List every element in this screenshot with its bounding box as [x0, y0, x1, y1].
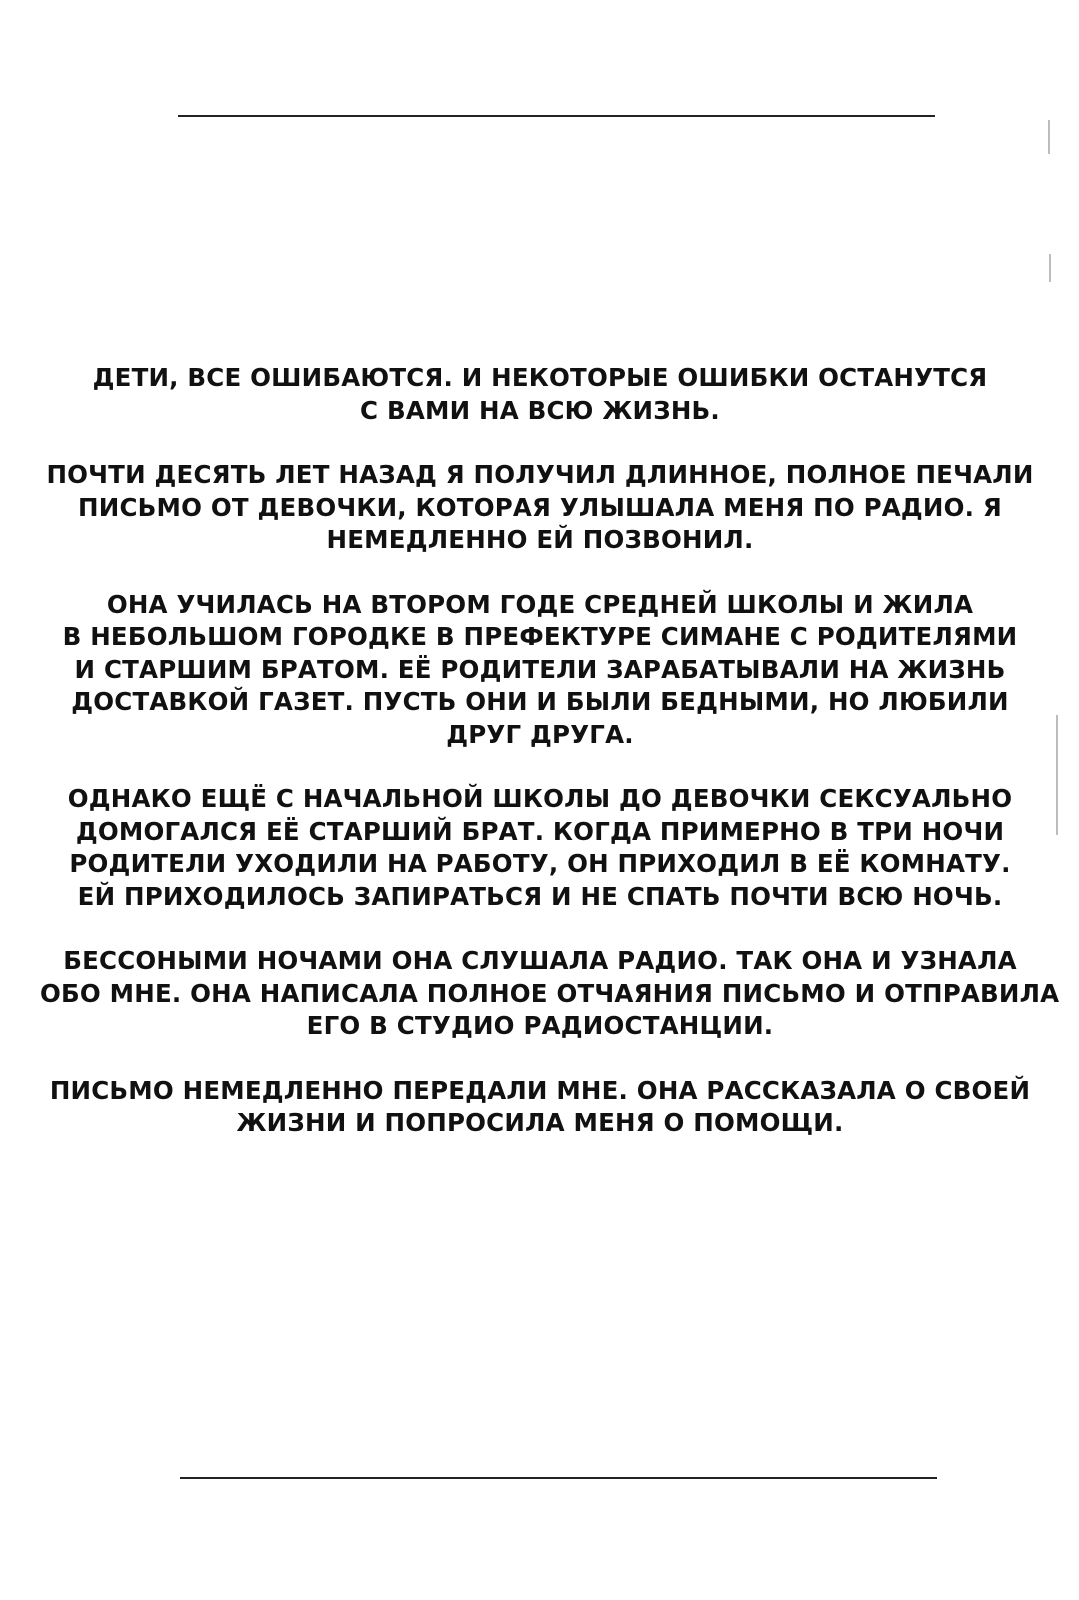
- text-line: В НЕБОЛЬШОМ ГОРОДКЕ В ПРЕФЕКТУРЕ СИМАНЕ С РОДИТЕЛЯМИ: [62, 622, 1018, 651]
- top-divider: [178, 115, 935, 117]
- scan-edge-mark: [1048, 120, 1050, 154]
- text-line: РОДИТЕЛИ УХОДИЛИ НА РАБОТУ, ОН ПРИХОДИЛ В ЕЁ КОМНАТУ.: [69, 849, 1011, 878]
- text-line: ПИСЬМО НЕМЕДЛЕННО ПЕРЕДАЛИ МНЕ. ОНА РАССКАЗАЛА О СВОЕЙ: [49, 1075, 1031, 1105]
- bottom-divider: [180, 1477, 937, 1479]
- text-line: ОНА УЧИЛАСЬ НА ВТОРОМ ГОДЕ СРЕДНЕЙ ШКОЛЫ И ЖИЛА: [106, 589, 974, 619]
- text-line: ПИСЬМО ОТ ДЕВОЧКИ, КОТОРАЯ УЛЫШАЛА МЕНЯ ПО РАДИО. Я: [78, 492, 1002, 522]
- text-line: ОДНАКО ЕЩЁ С НАЧАЛЬНОЙ ШКОЛЫ ДО ДЕВОЧКИ СЕКСУАЛЬНО: [67, 784, 1013, 813]
- text-line: ДЕТИ, ВСЕ ОШИБАЮТСЯ. И НЕКОТОРЫЕ ОШИБКИ ОСТАНУТСЯ: [92, 363, 988, 392]
- paragraph-1: [40, 362, 1040, 427]
- text-line: ДОМОГАЛСЯ ЕЁ СТАРШИЙ БРАТ. КОГДА ПРИМЕРНО В ТРИ НОЧИ: [75, 816, 1005, 846]
- paragraph-4: [40, 783, 1040, 913]
- scan-edge-mark: [1056, 715, 1058, 835]
- text-line: И СТАРШИМ БРАТОМ. ЕЁ РОДИТЕЛИ ЗАРАБАТЫВАЛИ НА ЖИЗНЬ: [74, 654, 1006, 684]
- text-line: ДОСТАВКОЙ ГАЗЕТ. ПУСТЬ ОНИ И БЫЛИ БЕДНЫМИ, НО ЛЮБИЛИ: [71, 687, 1009, 716]
- text-line: С ВАМИ НА ВСЮ ЖИЗНЬ.: [360, 395, 720, 425]
- paragraph-2: [40, 459, 1040, 557]
- paragraph-3: [40, 589, 1040, 752]
- paragraph-6: [40, 1075, 1040, 1140]
- scan-edge-mark: [1049, 254, 1051, 282]
- text-line: ПОЧТИ ДЕСЯТЬ ЛЕТ НАЗАД Я ПОЛУЧИЛ ДЛИННОЕ, ПОЛНОЕ ПЕЧАЛИ: [46, 460, 1034, 489]
- text-line: НЕМЕДЛЕННО ЕЙ ПОЗВОНИЛ.: [326, 525, 754, 554]
- text-line: ОБО МНЕ. ОНА НАПИСАЛА ПОЛНОЕ ОТЧАЯНИЯ ПИСЬМО И ОТПРАВИЛА: [40, 978, 1060, 1008]
- text-line: БЕССОНЫМИ НОЧАМИ ОНА СЛУШАЛА РАДИО. ТАК ОНА И УЗНАЛА: [63, 946, 1017, 975]
- narration-text: [40, 362, 1060, 1172]
- text-line: ЕГО В СТУДИО РАДИОСТАНЦИИ.: [306, 1011, 774, 1040]
- text-line: ДРУГ ДРУГА.: [446, 719, 634, 749]
- text-line: ЖИЗНИ И ПОПРОСИЛА МЕНЯ О ПОМОЩИ.: [236, 1108, 844, 1137]
- paragraph-5: [40, 945, 1060, 1043]
- text-line: ЕЙ ПРИХОДИЛОСЬ ЗАПИРАТЬСЯ И НЕ СПАТЬ ПОЧТИ ВСЮ НОЧЬ.: [77, 881, 1003, 911]
